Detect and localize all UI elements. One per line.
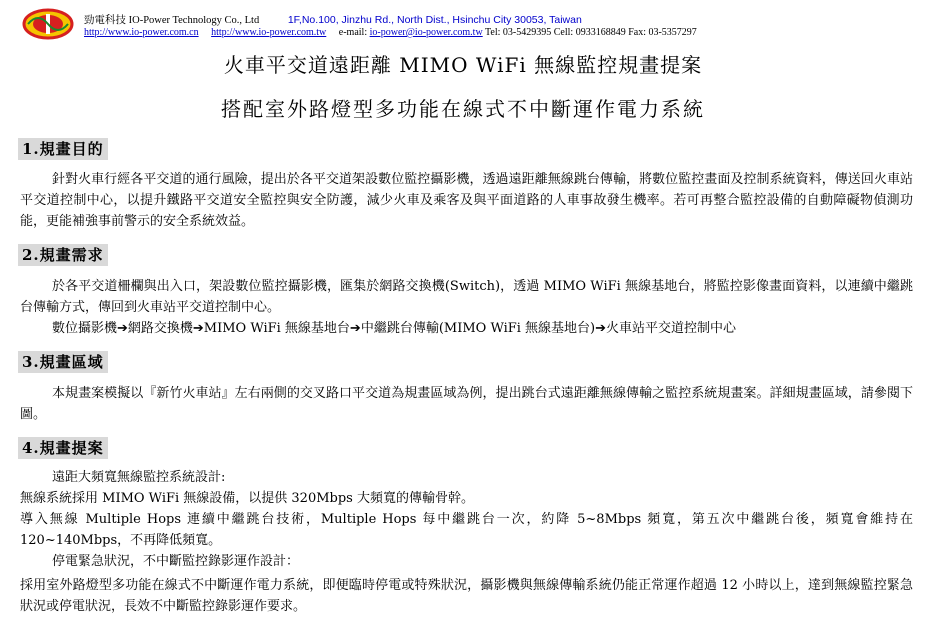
section-3-body: 本規畫案模擬以『新竹火車站』左右兩側的交叉路口平交道為規畫區域為例，提出跳台式遠距離無線傳輸之監控系統規畫案。詳細規畫區域，請參閱下圖。 [20,386,913,422]
document-subtitle: 搭配室外路燈型多功能在線式不中斷運作電力系統 [221,97,705,121]
section-1-body: 針對火車行經各平交道的通行風險，提出於各平交道架設數位監控攝影機，透過遠距離無線跳台傳輸，將數位監控畫面及控制系統資料，傳送回火車站平交道控制中心，以提升鐵路平交道安全監控與安全防護，減少火車及乘客及與平面道路的人車事故發生機率。若可再整合監控設備的自動障礙物偵測功能，更能補強事前警示的安全系統效益。 [20,172,913,229]
section-4-line-3: 導入無線 Multiple Hops 連續中繼跳台技術，Multiple Hops 每中繼跳台一次，約降 5~8Mbps 頻寬，第五次中繼跳台後，頻寬會維持在 120~140Mbps，不再降低頻寬。 [20,512,913,548]
website-cn-link[interactable]: http://www.io-power.com.cn [84,27,199,38]
section-2-body: 於各平交道柵欄與出入口，架設數位監控攝影機，匯集於網路交換機(Switch)，透過 MIMO WiFi 無線基地台，將監控影像畫面資料，以連續中繼跳台傳輸方式，傳回到火車站平交道控制中心。 [20,279,913,315]
section-2-heading: 2.規畫需求 [18,244,108,266]
section-4-line-5: 採用室外路燈型多功能在線式不中斷運作電力系統，即便臨時停電或特殊狀況，攝影機與無線傳輸系統仍能正常運作超過 12 小時以上，達到無線監控緊急狀況或停電狀況，長效不中斷監控錄影運作要求。 [20,578,913,614]
company-line [84,12,582,27]
email-link[interactable]: io-power@io-power.com.tw [369,27,483,38]
website-tw-link[interactable]: http://www.io-power.com.tw [211,27,327,38]
section-3-heading: 3.規畫區域 [18,351,108,373]
phone-numbers: Tel: 03-5429395 Cell: 0933168849 Fax: 03-5357297 [485,27,697,38]
contact-line [84,27,697,38]
email-label: e-mail: [338,27,368,38]
section-4-heading: 4.規畫提案 [18,437,108,459]
company-name: 勁電科技 IO-Power Technology Co., Ltd [84,15,260,26]
section-4-line-1: 遠距大頻寬無線監控系統設計: [52,470,226,485]
letterhead [22,6,922,42]
document-title: 火車平交道遠距離 MIMO WiFi 無線監控規畫提案 [223,53,703,77]
section-1-heading: 1.規畫目的 [18,138,108,160]
section-4-line-2: 無線系統採用 MIMO WiFi 無線設備，以提供 320Mbps 大頻寬的傳輸骨幹。 [20,491,474,506]
company-address: 1F,No.100, Jinzhu Rd., North Dist., Hsinchu City 30053, Taiwan [287,14,582,26]
company-logo [22,8,74,40]
section-4-line-4: 停電緊急狀況，不中斷監控錄影運作設計： [52,554,300,569]
section-2-flow: 數位攝影機➔網路交換機➔MIMO WiFi 無線基地台➔中繼跳台傳輸(MIMO WiFi 無線基地台)➔火車站平交道控制中心 [52,321,737,336]
